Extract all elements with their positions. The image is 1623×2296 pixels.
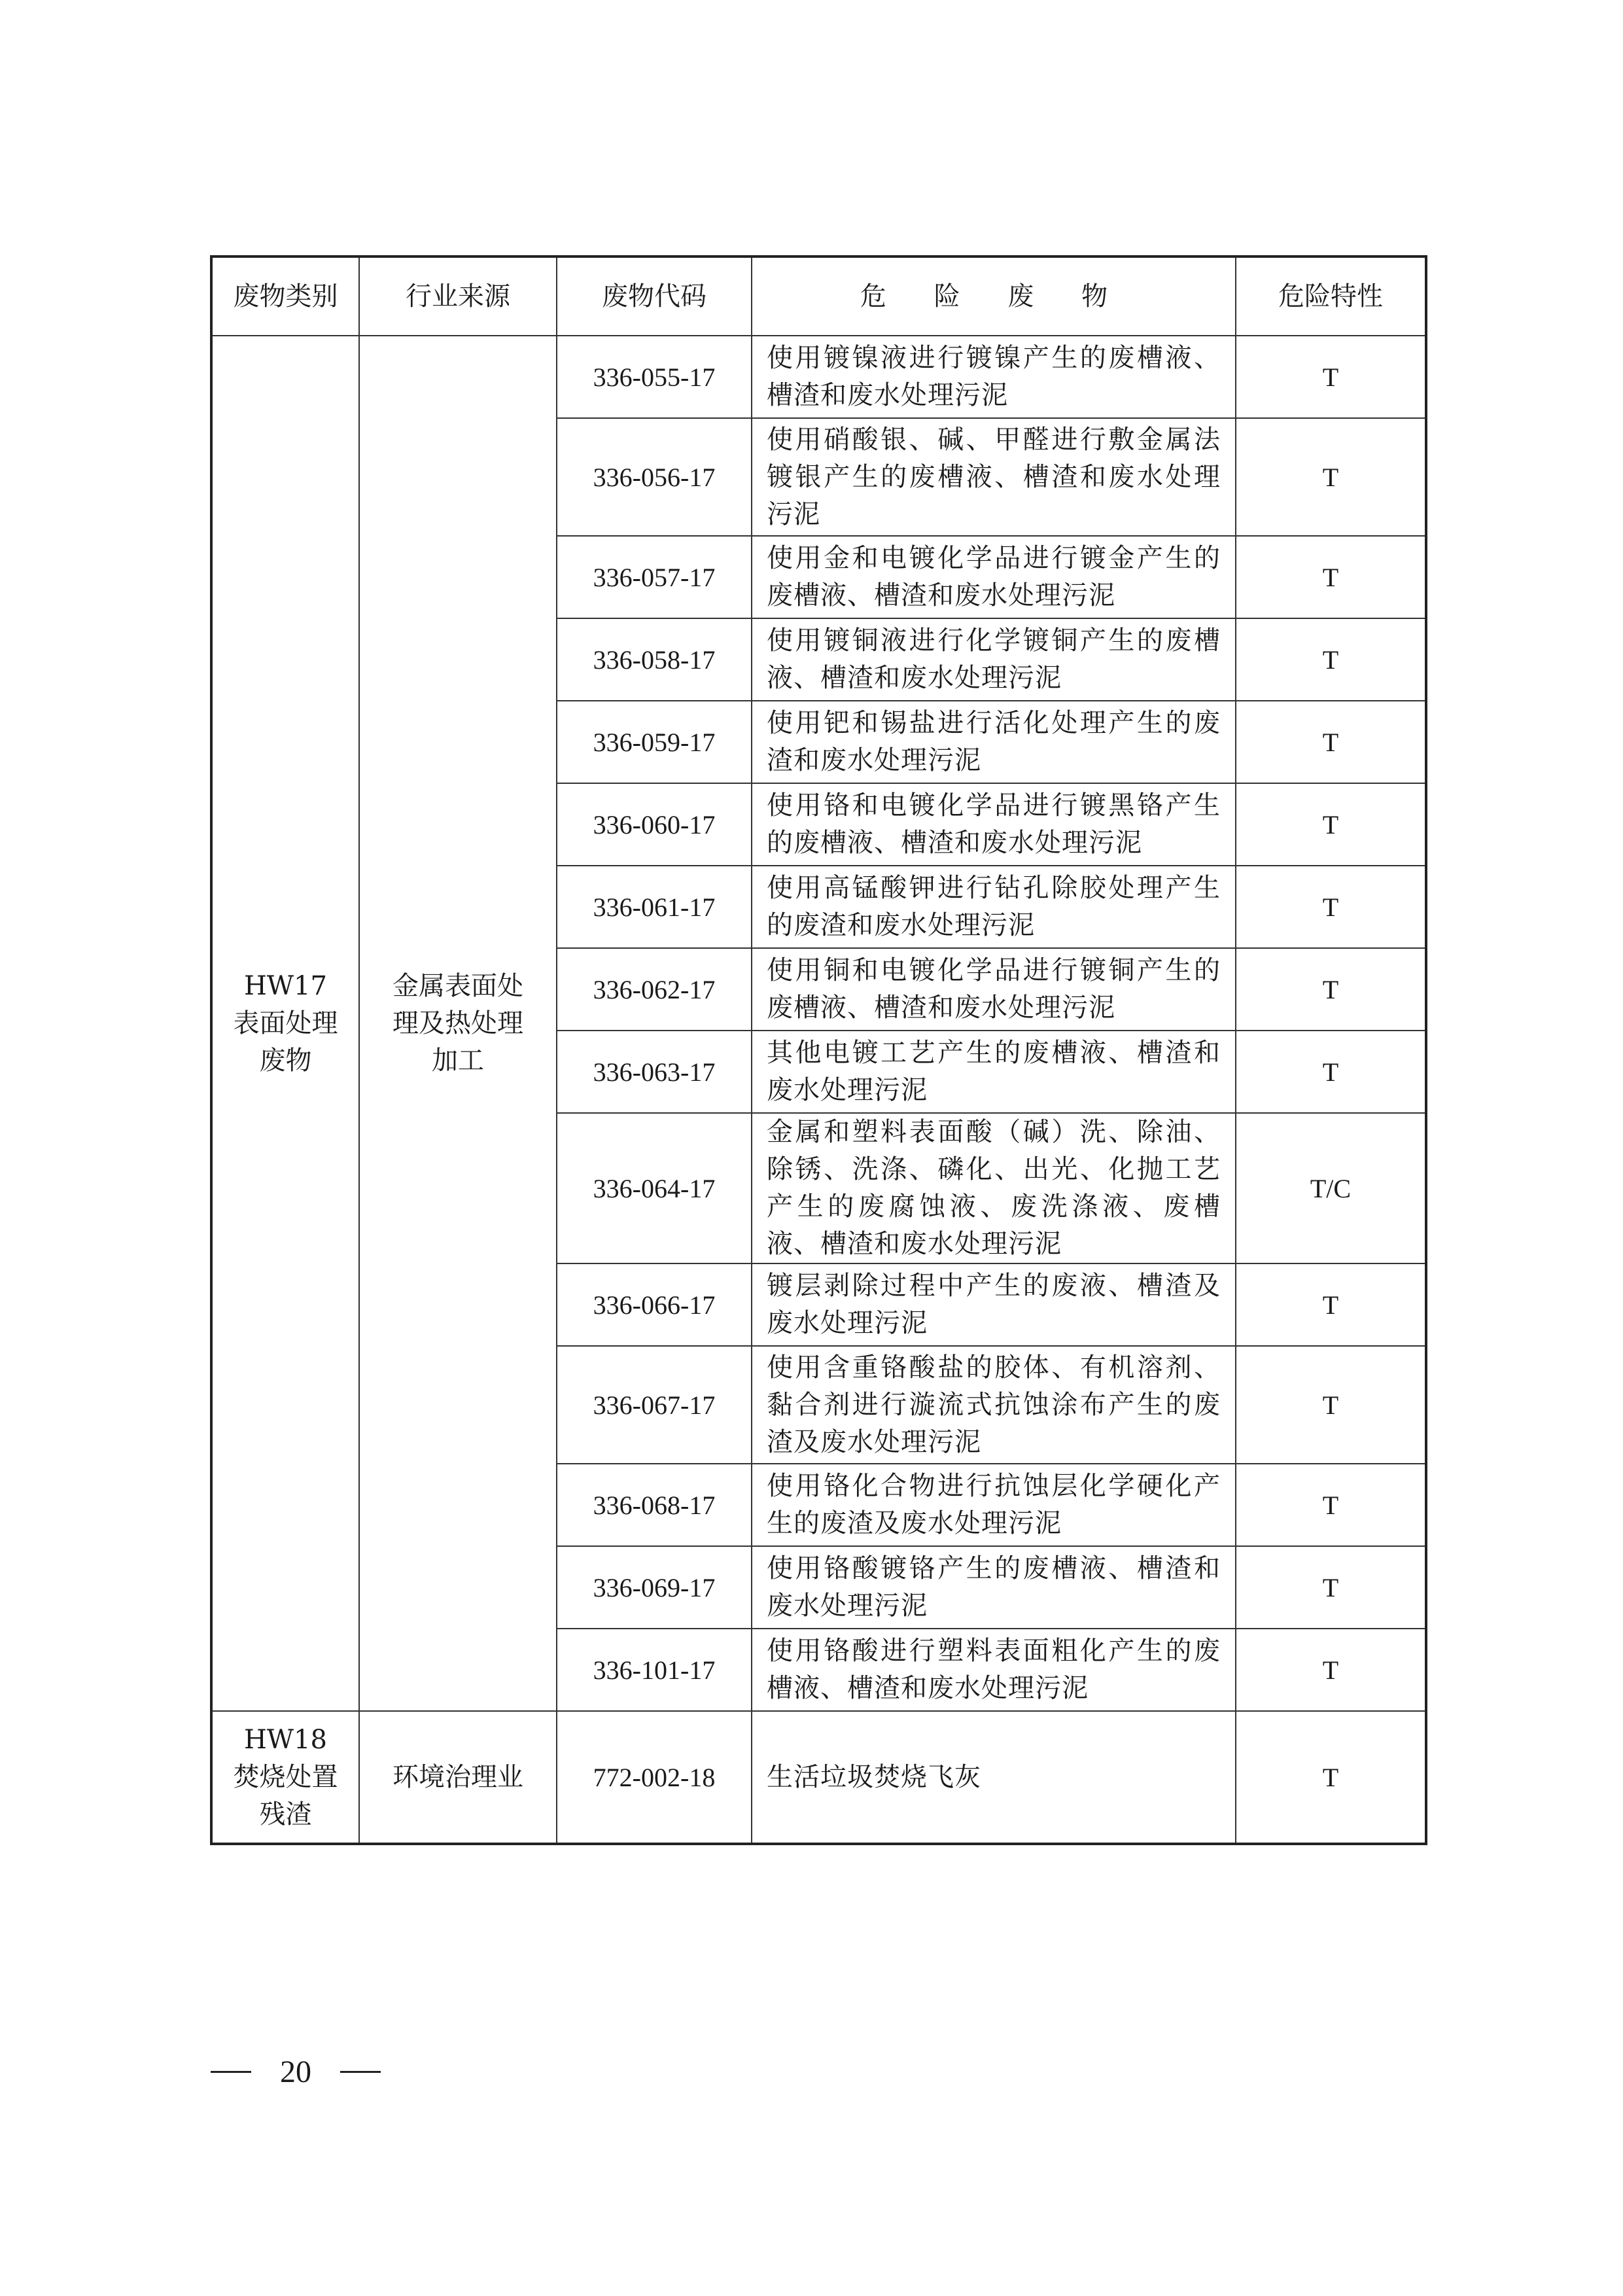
waste-code: 772-002-18	[557, 1711, 752, 1844]
source-line: 加工	[432, 1045, 484, 1076]
waste-description: 使用镀铜液进行化学镀铜产生的废槽液、槽渣和废水处理污泥	[752, 618, 1236, 701]
waste-description: 使用铜和电镀化学品进行镀铜产生的废槽液、槽渣和废水处理污泥	[752, 948, 1236, 1031]
waste-description: 使用金和电镀化学品进行镀金产生的废槽液、槽渣和废水处理污泥	[752, 536, 1236, 618]
hazard-property: T	[1236, 418, 1426, 536]
waste-code: 336-063-17	[557, 1031, 752, 1113]
hazard-property: T	[1236, 948, 1426, 1031]
waste-code: 336-059-17	[557, 701, 752, 783]
hazard-property: T	[1236, 783, 1426, 866]
waste-code: 336-062-17	[557, 948, 752, 1031]
hazard-property: T	[1236, 1629, 1426, 1711]
category-name-line: 废物	[259, 1045, 312, 1076]
footer-dash-left	[211, 2071, 251, 2073]
page-footer	[211, 2052, 381, 2091]
table-row	[211, 336, 1426, 418]
waste-code: 336-061-17	[557, 866, 752, 948]
category-name-line: 表面处理	[233, 1008, 338, 1038]
category-name-line: 残渣	[259, 1799, 312, 1829]
waste-description: 使用含重铬酸盐的胶体、有机溶剂、黏合剂进行漩流式抗蚀涂布产生的废渣及废水处理污泥	[752, 1346, 1236, 1464]
hazard-property: T	[1236, 1346, 1426, 1464]
waste-code: 336-066-17	[557, 1263, 752, 1346]
hazard-property: T	[1236, 1263, 1426, 1346]
hazardous-waste-table	[210, 255, 1427, 1845]
hazard-property: T	[1236, 1464, 1426, 1546]
waste-code: 336-064-17	[557, 1113, 752, 1263]
source-line: 环境治理业	[393, 1761, 523, 1792]
waste-description: 生活垃圾焚烧飞灰	[752, 1711, 1236, 1844]
waste-code: 336-057-17	[557, 536, 752, 618]
waste-code: 336-056-17	[557, 418, 752, 536]
hazard-property: T	[1236, 1031, 1426, 1113]
hazard-property: T	[1236, 536, 1426, 618]
hazard-property: T	[1236, 1546, 1426, 1629]
source-line: 金属表面处	[393, 970, 523, 1001]
hazard-property: T	[1236, 336, 1426, 418]
waste-description: 使用铬酸镀铬产生的废槽液、槽渣和废水处理污泥	[752, 1546, 1236, 1629]
waste-description: 使用镀镍液进行镀镍产生的废槽液、槽渣和废水处理污泥	[752, 336, 1236, 418]
category-cell-hw17	[211, 336, 359, 1711]
waste-code: 336-060-17	[557, 783, 752, 866]
header-code: 废物代码	[557, 256, 752, 336]
source-line: 理及热处理	[393, 1008, 523, 1038]
waste-description: 使用铬酸进行塑料表面粗化产生的废槽液、槽渣和废水处理污泥	[752, 1629, 1236, 1711]
header-property: 危险特性	[1236, 256, 1426, 336]
category-code: HW17	[244, 970, 327, 1001]
hazard-property: T	[1236, 701, 1426, 783]
waste-code: 336-069-17	[557, 1546, 752, 1629]
footer-dash-right	[340, 2071, 381, 2073]
waste-code: 336-068-17	[557, 1464, 752, 1546]
waste-code: 336-055-17	[557, 336, 752, 418]
hazard-property: T	[1236, 1711, 1426, 1844]
waste-description: 使用铬化合物进行抗蚀层化学硬化产生的废渣及废水处理污泥	[752, 1464, 1236, 1546]
header-waste: 危 险 废 物	[752, 256, 1236, 336]
waste-code: 336-067-17	[557, 1346, 752, 1464]
category-name-line: 焚烧处置	[233, 1761, 338, 1792]
waste-code: 336-058-17	[557, 618, 752, 701]
waste-description: 使用铬和电镀化学品进行镀黑铬产生的废槽液、槽渣和废水处理污泥	[752, 783, 1236, 866]
waste-description: 使用硝酸银、碱、甲醛进行敷金属法镀银产生的废槽液、槽渣和废水处理污泥	[752, 418, 1236, 536]
hazard-property: T/C	[1236, 1113, 1426, 1263]
waste-description: 其他电镀工艺产生的废槽液、槽渣和废水处理污泥	[752, 1031, 1236, 1113]
hazard-property: T	[1236, 618, 1426, 701]
header-source: 行业来源	[359, 256, 557, 336]
waste-description: 使用钯和锡盐进行活化处理产生的废渣和废水处理污泥	[752, 701, 1236, 783]
hazard-property: T	[1236, 866, 1426, 948]
table-header-row	[211, 256, 1426, 336]
waste-description: 金属和塑料表面酸（碱）洗、除油、除锈、洗涤、磷化、出光、化抛工艺产生的废腐蚀液、废洗涤液、废槽液、槽渣和废水处理污泥	[752, 1113, 1236, 1263]
source-cell-metal-surface	[359, 336, 557, 1711]
header-category: 废物类别	[211, 256, 359, 336]
category-cell-hw18	[211, 1711, 359, 1844]
category-code: HW18	[244, 1724, 327, 1755]
table-row	[211, 1711, 1426, 1844]
page-number: 20	[280, 2054, 311, 2089]
waste-description: 镀层剥除过程中产生的废液、槽渣及废水处理污泥	[752, 1263, 1236, 1346]
source-cell-environment	[359, 1711, 557, 1844]
waste-description: 使用高锰酸钾进行钻孔除胶处理产生的废渣和废水处理污泥	[752, 866, 1236, 948]
waste-code: 336-101-17	[557, 1629, 752, 1711]
